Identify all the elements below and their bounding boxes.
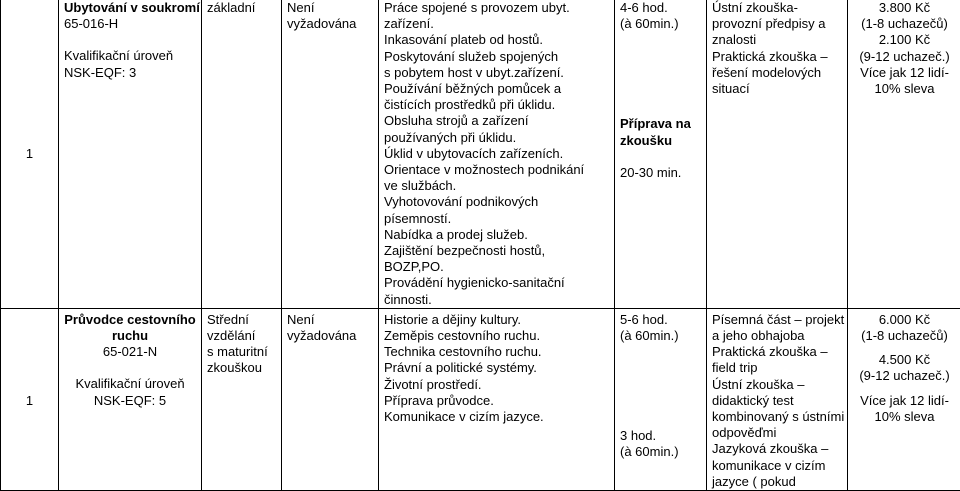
topic-line: Obsluha strojů a zařízení: [384, 113, 609, 129]
topics-cell: [379, 308, 615, 490]
topic-line: písemností.: [384, 211, 609, 227]
row-index-cell: [1, 0, 59, 308]
price-text: 10% sleva: [853, 409, 956, 425]
price-text: Více jak 12 lidí-: [853, 65, 956, 81]
topic-line: ve službách.: [384, 178, 609, 194]
hours-cell: [615, 308, 707, 490]
experience-cell: [282, 308, 379, 490]
topic-line: Vyhotovování podnikových: [384, 194, 609, 210]
price-cell: [848, 308, 960, 490]
topic-line: Práce spojené s provozem ubyt.: [384, 0, 609, 16]
exam-text: znalosti: [712, 32, 842, 48]
topic-line: Úklid v ubytovacích zařízeních.: [384, 146, 609, 162]
topic-line: Inkasování plateb od hostů.: [384, 32, 609, 48]
hours-text: (à 60min.): [620, 444, 701, 460]
exam-text: komunikace v cizím: [712, 458, 842, 474]
program-cell: [59, 308, 202, 490]
topic-line: čistících prostředků při úklidu.: [384, 97, 609, 113]
education-text: vzdělání: [207, 328, 276, 344]
experience-text: Není: [287, 312, 373, 328]
hours-cell: [615, 0, 707, 308]
price-text: 10% sleva: [853, 81, 956, 97]
exam-text: kombinovaný s ústními: [712, 409, 842, 425]
topic-line: Zeměpis cestovního ruchu.: [384, 328, 609, 344]
program-level-code: NSK-EQF: 5: [64, 393, 196, 409]
row-index: 1: [26, 393, 33, 408]
price-text: (9-12 uchazeč.): [853, 368, 956, 384]
exam-text: provozní předpisy a: [712, 16, 842, 32]
row-index: 1: [26, 146, 33, 161]
topic-line: zařízení.: [384, 16, 609, 32]
exam-prep-label: Příprava na: [620, 116, 701, 132]
program-level-code: NSK-EQF: 3: [64, 65, 196, 81]
program-title: Průvodce cestovního: [64, 312, 196, 328]
exam-text: Ústní zkouška-: [712, 0, 842, 16]
experience-text: vyžadována: [287, 328, 373, 344]
price-text: (1-8 uchazečů): [853, 16, 956, 32]
topic-line: Životní prostředí.: [384, 377, 609, 393]
program-code: 65-021-N: [64, 344, 196, 360]
experience-cell: [282, 0, 379, 308]
price-text: (9-12 uchazeč.): [853, 49, 956, 65]
hours-text: 5-6 hod.: [620, 312, 701, 328]
topics-cell: [379, 0, 615, 308]
program-level: Kvalifikační úroveň: [64, 376, 196, 392]
program-cell: [59, 0, 202, 308]
table-row: [1, 308, 960, 490]
exam-text: odpověďmi: [712, 425, 842, 441]
price-text: 4.500 Kč: [853, 352, 956, 368]
exam-cell: [707, 0, 848, 308]
education-cell: [202, 308, 282, 490]
topic-line: Nabídka a prodej služeb.: [384, 227, 609, 243]
exam-text: Jazyková zkouška –: [712, 441, 842, 457]
exam-text: jazyce ( pokud: [712, 474, 842, 490]
topic-line: Příprava průvodce.: [384, 393, 609, 409]
topic-line: Historie a dějiny kultury.: [384, 312, 609, 328]
topic-line: Technika cestovního ruchu.: [384, 344, 609, 360]
price-text: Více jak 12 lidí-: [853, 393, 956, 409]
topic-line: BOZP,PO.: [384, 259, 609, 275]
exam-prep-label: zkoušku: [620, 133, 701, 149]
hours-text: (à 60min.): [620, 16, 701, 32]
hours-text: (à 60min.): [620, 328, 701, 344]
program-level: Kvalifikační úroveň: [64, 48, 196, 64]
hours-text: 3 hod.: [620, 428, 701, 444]
table-row: [1, 0, 960, 308]
exam-text: Ústní zkouška –: [712, 377, 842, 393]
education-text: zkouškou: [207, 360, 276, 376]
topic-line: Provádění hygienicko-sanitační: [384, 275, 609, 291]
topic-line: Používání běžných pomůcek a: [384, 81, 609, 97]
topic-line: s pobytem host v ubyt.zařízení.: [384, 65, 609, 81]
topic-line: Orientace v možnostech podnikání: [384, 162, 609, 178]
price-cell: [848, 0, 960, 308]
price-text: (1-8 uchazečů): [853, 328, 956, 344]
experience-text: vyžadována: [287, 16, 373, 32]
hours-text: 4-6 hod.: [620, 0, 701, 16]
education-cell: [202, 0, 282, 308]
topic-line: Zajištění bezpečnosti hostů,: [384, 243, 609, 259]
exam-text: Písemná část – projekt: [712, 312, 842, 328]
exam-text: a jeho obhajoba: [712, 328, 842, 344]
exam-text: Praktická zkouška –: [712, 344, 842, 360]
topic-line: Právní a politické systémy.: [384, 360, 609, 376]
price-text: 6.000 Kč: [853, 312, 956, 328]
topic-line: činnosti.: [384, 292, 609, 308]
exam-text: situací: [712, 81, 842, 97]
program-title: ruchu: [64, 328, 196, 344]
price-text: 2.100 Kč: [853, 32, 956, 48]
exam-text: didaktický test: [712, 393, 842, 409]
topic-line: Komunikace v cizím jazyce.: [384, 409, 609, 425]
topic-line: používaných při úklidu.: [384, 130, 609, 146]
exam-text: field trip: [712, 360, 842, 376]
price-text: 3.800 Kč: [853, 0, 956, 16]
topic-line: Poskytování služeb spojených: [384, 49, 609, 65]
program-code: 65-016-H: [64, 16, 196, 32]
education-text: základní: [207, 0, 276, 16]
education-text: Střední: [207, 312, 276, 328]
experience-text: Není: [287, 0, 373, 16]
exam-cell: [707, 308, 848, 490]
exam-duration: 20-30 min.: [620, 165, 701, 181]
exam-text: řešení modelových: [712, 65, 842, 81]
program-title: Ubytování v soukromí: [64, 0, 196, 16]
education-text: s maturitní: [207, 344, 276, 360]
exam-text: Praktická zkouška –: [712, 49, 842, 65]
row-index-cell: [1, 308, 59, 490]
